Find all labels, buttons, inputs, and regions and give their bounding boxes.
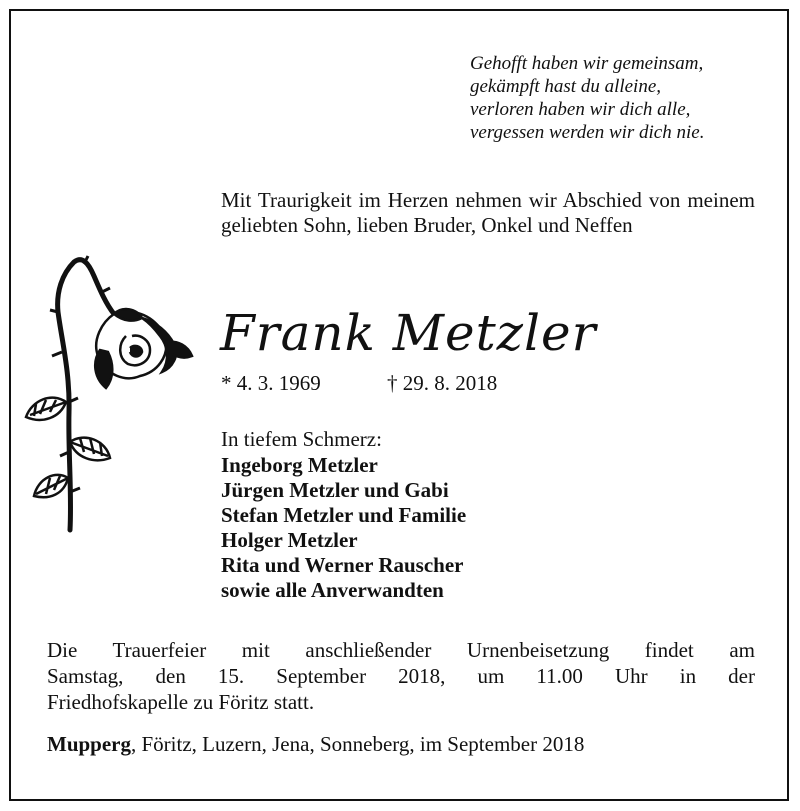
closing-rest: , Föritz, Luzern, Jena, Sonneberg, im September 2018 bbox=[131, 732, 585, 756]
wilted-rose-icon bbox=[22, 252, 202, 552]
closing-line bbox=[47, 731, 584, 757]
mourner-name: Jürgen Metzler und Gabi bbox=[221, 478, 449, 502]
mourner-name: Ingeborg Metzler bbox=[221, 453, 378, 477]
service-line: Die Trauerfeier mit anschließender Urnenbeisetzung findet am bbox=[47, 638, 755, 662]
poem bbox=[470, 52, 770, 144]
closing-place: Mupperg bbox=[47, 732, 131, 756]
poem-line: gekämpft hast du alleine, bbox=[470, 76, 662, 97]
mourning-heading: In tiefem Schmerz: bbox=[221, 427, 382, 451]
poem-line: Gehofft haben wir gemeinsam, bbox=[470, 53, 704, 74]
mourner-name: Holger Metzler bbox=[221, 528, 358, 552]
service-line: Samstag, den 15. September 2018, um 11.00 Uhr in der bbox=[47, 664, 755, 688]
deceased-name: Frank Metzler bbox=[220, 304, 597, 362]
service-notice bbox=[47, 637, 755, 715]
mourner-name: Rita und Werner Rauscher bbox=[221, 553, 464, 577]
mourners-list bbox=[221, 453, 466, 603]
death-date: † 29. 8. 2018 bbox=[387, 371, 498, 395]
poem-line: verloren haben wir dich alle, bbox=[470, 99, 691, 120]
birth-date: * 4. 3. 1969 bbox=[221, 371, 321, 395]
life-dates bbox=[221, 370, 498, 396]
service-line: Friedhofskapelle zu Föritz statt. bbox=[47, 690, 315, 714]
mourner-name: Stefan Metzler und Familie bbox=[221, 503, 467, 527]
mourner-name: sowie alle Anverwandten bbox=[221, 578, 444, 602]
intro-text: Mit Traurigkeit im Herzen nehmen wir Abschied von meinem geliebten Sohn, lieben Bruder, Onkel und Neffen bbox=[221, 188, 755, 237]
poem-line: vergessen werden wir dich nie. bbox=[470, 122, 705, 143]
